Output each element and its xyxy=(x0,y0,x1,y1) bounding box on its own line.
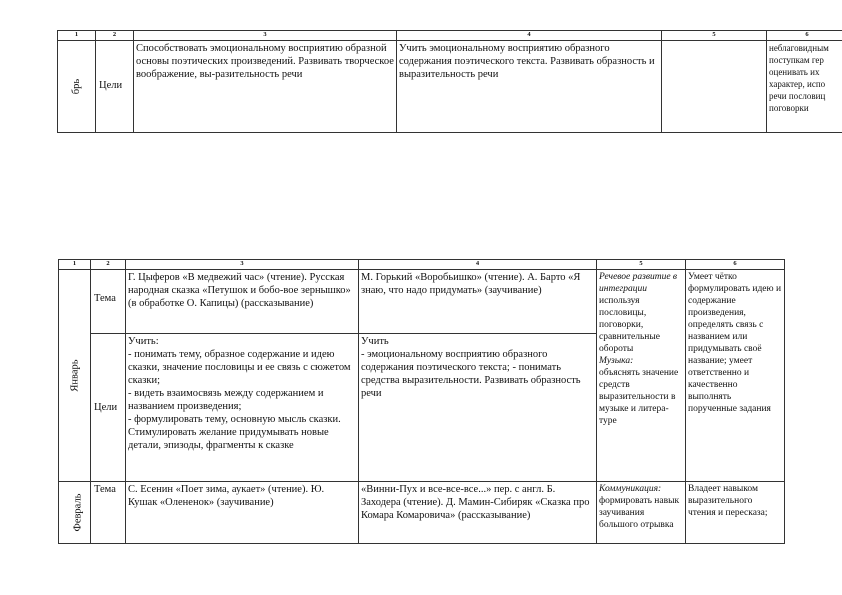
month-cell-february xyxy=(59,482,91,544)
col-header-4: 4 xyxy=(359,260,597,270)
bottom-table xyxy=(58,259,785,544)
top-col5-text xyxy=(662,41,767,133)
january-celi-col4 xyxy=(359,334,597,482)
top-col6-text: неблаговидным поступкам гер оценивать их характер, испо речи пословиц поговорки xyxy=(767,41,842,133)
col5-title: Коммуникация: xyxy=(599,484,662,494)
celi-col3-line: - видеть взаимосвязь между содержанием и названием произведения; xyxy=(128,388,324,412)
celi-col3-line: Учить: xyxy=(128,336,159,347)
col5-music-title: Музыка: xyxy=(599,356,634,366)
month-label-february: Февраль xyxy=(72,493,84,532)
top-col3-text: Способствовать эмоциональному восприятию образной основы поэтических произведений. Развивать творческое воображение, вы-разительность речи xyxy=(134,41,397,133)
col-header-5: 5 xyxy=(597,260,686,270)
col-header-3: 3 xyxy=(134,31,397,41)
celi-col4-line: Учить xyxy=(361,336,389,347)
month-cell-january xyxy=(59,270,91,482)
top-table xyxy=(57,30,842,133)
col-header-3: 3 xyxy=(126,260,359,270)
col-header-4: 4 xyxy=(397,31,662,41)
row-label-celi: Цели xyxy=(91,334,126,482)
col5-music-body: объяснять значение средств выразительности в музыке и литера-туре xyxy=(599,368,679,426)
col-header-1: 1 xyxy=(58,31,96,41)
row-label-tema-february: Тема xyxy=(91,482,126,544)
col-header-1: 1 xyxy=(59,260,91,270)
col-header-2: 2 xyxy=(91,260,126,270)
celi-col3-line: - понимать тему, образное содержание и идею сказки, значение пословицы и ее связь с сюжетом сказки; xyxy=(128,349,351,386)
row-label-tema: Тема xyxy=(91,270,126,334)
celi-col3-line: - формулировать тему, основную мысль сказки. Стимулировать желание придумывать новые детали, эпизоды, фрагменты к сказке xyxy=(128,414,341,451)
col-header-6: 6 xyxy=(767,31,842,41)
january-col5 xyxy=(597,270,686,482)
february-col4: «Винни-Пух и все-все-все...» пер. с англ. Б. Заходера (чтение). Д. Мамин-Сибиряк «Сказка про Комара Комаровича» (рассказывание) xyxy=(359,482,597,544)
january-tema-col4: М. Горький «Воробьишко» (чтение). А. Барто «Я знаю, что надо придумать» (заучивание) xyxy=(359,270,597,334)
row-label-celi: Цели xyxy=(96,41,134,133)
february-col5 xyxy=(597,482,686,544)
celi-col4-line: - эмоциональному восприятию образного содержания поэтического текста; - понимать средства выразительности. Развивать образность речи xyxy=(361,349,581,399)
top-col4-text: Учить эмоциональному восприятию образного содержания поэтического текста. Развивать образность и выразительность речи xyxy=(397,41,662,133)
col5-title: Речевое развитие в интеграции xyxy=(599,272,678,294)
january-col6: Умеет чётко формулировать идею и содержание произведения, определять связь с названием или придумывать своё название; умеет ответственно и качественно выполнять порученные задания xyxy=(686,270,785,482)
january-celi-col3 xyxy=(126,334,359,482)
col-header-5: 5 xyxy=(662,31,767,41)
col5-body: используя пословицы, поговорки, сравнительные обороты xyxy=(599,296,660,354)
february-col3: С. Есенин «Поет зима, аукает» (чтение). Ю. Кушак «Олененок» (заучивание) xyxy=(126,482,359,544)
col-header-6: 6 xyxy=(686,260,785,270)
february-col6: Владеет навыком выразительного чтения и пересказа; xyxy=(686,482,785,544)
month-label: брь xyxy=(70,78,82,95)
col-header-2: 2 xyxy=(96,31,134,41)
january-tema-col3: Г. Цыферов «В медвежий час» (чтение). Русская народная сказка «Петушок и бобо-вое зернышко» (в обработке О. Капицы) (рассказывание) xyxy=(126,270,359,334)
month-label-january: Январь xyxy=(69,359,81,392)
col5-body: формировать навык заучивания большого отрывка xyxy=(599,496,680,530)
month-cell xyxy=(58,41,96,133)
